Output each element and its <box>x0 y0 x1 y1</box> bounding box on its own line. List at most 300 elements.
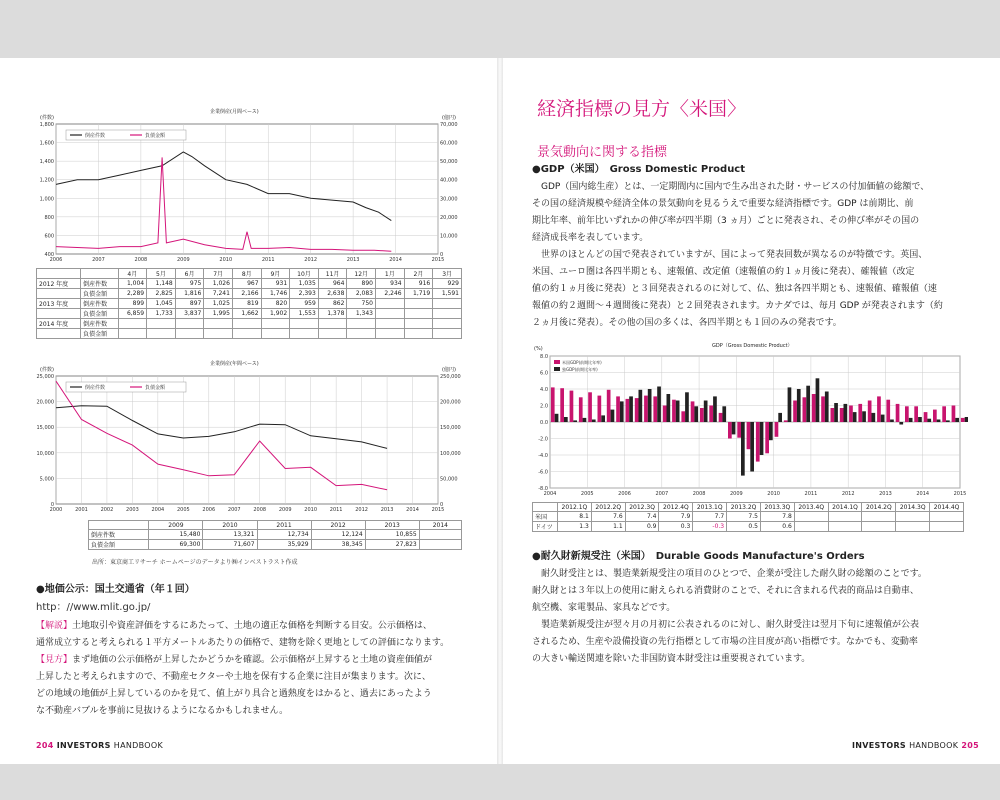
gdp-bar-de <box>555 414 559 422</box>
x-tick-label: 2004 <box>151 507 165 513</box>
table-cell <box>896 522 930 532</box>
y-left-tick-label: 1,000 <box>39 196 54 203</box>
kaisetsu-label: 【解説】 <box>36 621 73 631</box>
mikata-label: 【見方】 <box>36 655 73 665</box>
gdp-bar-us <box>840 408 844 422</box>
table-cell <box>376 309 405 319</box>
table-row <box>533 512 964 522</box>
table-cell: 1,902 <box>261 309 290 319</box>
gdp-bar-de <box>862 411 866 422</box>
table-cell: 2,638 <box>318 289 347 299</box>
plot-frame <box>56 124 438 254</box>
table-cell <box>404 299 433 309</box>
table-cell: 0.9 <box>625 522 659 532</box>
gdp-bar-de <box>694 406 698 422</box>
chart1-title: 企業倒産(月間ベース) <box>210 109 259 115</box>
y-left-tick-label: 800 <box>44 214 54 221</box>
gdp-bar-de <box>583 418 587 422</box>
y-right-tick-label: 0 <box>440 252 444 258</box>
column-header: 2012.3Q <box>625 503 659 512</box>
y-left-tick-label: 10,000 <box>36 450 54 457</box>
table-cell <box>290 319 319 329</box>
gdp-bar-us <box>812 394 816 422</box>
column-header: 2012 <box>311 521 365 530</box>
y-right-tick-label: 70,000 <box>440 122 458 128</box>
gdp-bar-de <box>601 415 605 422</box>
table-cell: 12,124 <box>311 530 365 540</box>
monthly-bankruptcy-table <box>36 268 462 339</box>
chart1-left-unit: (件数) <box>40 115 54 121</box>
page-gutter <box>497 58 503 764</box>
table-cell: 820 <box>261 299 290 309</box>
chart2-right-unit: (億円) <box>442 367 456 373</box>
column-header: 11月 <box>318 269 347 279</box>
x-tick-label: 2006 <box>618 491 631 497</box>
left-footer-brand: INVESTORS <box>56 741 111 750</box>
table-cell: 934 <box>376 279 405 289</box>
gdp-bar-us <box>961 418 965 422</box>
table-cell: 2,393 <box>290 289 319 299</box>
gdp-bar-de <box>732 422 736 434</box>
table-cell: 7.4 <box>625 512 659 522</box>
y-left-tick-label: 400 <box>44 252 54 258</box>
table-cell <box>318 329 347 339</box>
table-cell <box>794 512 828 522</box>
table-cell <box>376 329 405 339</box>
gdp-bar-us <box>765 422 769 453</box>
land-price-heading: ●地価公示：国土交通省（年１回） <box>36 584 195 595</box>
gdp-bar-us <box>644 396 648 422</box>
table-cell <box>433 299 462 309</box>
y-left-tick-label: 1,400 <box>39 159 54 166</box>
column-header: 2012.4Q <box>659 503 693 512</box>
column-header: 2014.2Q <box>862 503 896 512</box>
gdp-bar-us <box>570 391 574 422</box>
gdp-line: GDP（国内総生産）とは、一定期間内に国内で生み出された財・サービスの付加価値の総額で、 <box>532 182 930 192</box>
y-left-tick-label: 20,000 <box>36 399 54 406</box>
table-cell: 0.5 <box>727 522 761 532</box>
table-cell <box>118 329 147 339</box>
table-row <box>37 329 462 339</box>
gdp-bar-de <box>937 420 941 423</box>
y-right-tick-label: 50,000 <box>440 159 458 166</box>
gdp-bar-de <box>788 387 792 422</box>
gdp-bar-de <box>778 413 782 422</box>
gdp-bar-us <box>803 397 807 422</box>
kaisetsu-line: 通常成立すると考えられる１平方メートルあたりの価格で、建物を除く更地としての評価になります。 <box>36 638 450 648</box>
column-header: 10月 <box>290 269 319 279</box>
column-header: 2012.2Q <box>591 503 625 512</box>
table-cell <box>261 319 290 329</box>
x-tick-label: 2013 <box>380 507 394 513</box>
table-cell: 7.7 <box>693 512 727 522</box>
column-header: 2012.1Q <box>558 503 592 512</box>
right-footer-handbook: HANDBOOK <box>909 741 959 750</box>
table-cell: 12,734 <box>257 530 311 540</box>
row-label: 倒産件数 <box>81 279 118 289</box>
table-row <box>37 309 462 319</box>
table-cell: 750 <box>347 299 376 309</box>
table-cell <box>261 329 290 339</box>
table-cell: 1,733 <box>147 309 176 319</box>
legend-label: 倒産件数 <box>85 133 106 139</box>
x-tick-label: 2014 <box>916 491 930 497</box>
gdp-bar-us <box>877 396 881 422</box>
x-tick-label: 2011 <box>804 491 818 497</box>
x-tick-label: 2012 <box>841 491 855 497</box>
gdp-bar-de <box>816 378 820 422</box>
x-tick-label: 2010 <box>304 507 318 513</box>
durable-goods-heading: ●耐久財新規受注（米国） Durable Goods Manufacture's Orders <box>532 551 865 562</box>
table-cell: 7.5 <box>727 512 761 522</box>
table-cell: 862 <box>318 299 347 309</box>
column-header: 2014.4Q <box>930 503 964 512</box>
legend-box <box>66 382 186 392</box>
gdp-bar-us <box>719 413 723 422</box>
table-cell: 13,321 <box>203 530 257 540</box>
row-year <box>37 289 81 299</box>
row-label: 倒産件数 <box>81 319 118 329</box>
row-label: 負債金額 <box>89 540 149 550</box>
table-row <box>37 299 462 309</box>
gdp-bar-us <box>942 406 946 422</box>
gdp-bar-us <box>560 388 564 422</box>
table-cell <box>204 329 233 339</box>
chart2-title: 企業倒産(年間ベース) <box>210 361 259 367</box>
table-cell <box>318 319 347 329</box>
y-tick-label: 2.0 <box>540 403 548 410</box>
x-tick-label: 2013 <box>346 257 360 263</box>
gdp-bar-us <box>728 422 732 439</box>
column-header: 2014 <box>419 521 461 530</box>
table-cell <box>347 329 376 339</box>
x-tick-label: 2009 <box>278 507 292 513</box>
mikata-line: 上昇したと考えられますので、不動産セクターや土地を保有する企業に注目が集まります。次に、 <box>36 672 431 682</box>
x-tick-label: 2008 <box>692 491 706 497</box>
x-tick-label: 2009 <box>176 257 190 263</box>
table-cell: 1,816 <box>175 289 204 299</box>
gdp-bar-de <box>639 390 643 422</box>
gdp-bar-de <box>704 401 708 423</box>
table-cell <box>290 329 319 339</box>
chart1-right-unit: (億円) <box>442 115 456 121</box>
table-cell: 959 <box>290 299 319 309</box>
legend-label: 負債金額 <box>145 385 166 391</box>
table-cell <box>828 512 862 522</box>
right-footer-brand: INVESTORS <box>852 741 906 750</box>
page-title: 経済指標の見方〈米国〉 <box>537 98 747 120</box>
table-cell: 1,004 <box>118 279 147 289</box>
table-cell <box>404 309 433 319</box>
legend-label: 倒産件数 <box>85 385 106 391</box>
table-cell <box>794 522 828 532</box>
x-tick-label: 2009 <box>729 491 743 497</box>
legend-label: 負債金額 <box>145 133 166 139</box>
gdp-bar-us <box>858 404 862 422</box>
column-header: 2014.3Q <box>896 503 930 512</box>
annual-bankruptcy-table <box>88 520 462 550</box>
x-tick-label: 2002 <box>100 507 114 513</box>
gdp-bar-us <box>914 406 918 422</box>
table-cell: 1.3 <box>558 522 592 532</box>
durable-line: されるため、生産や設備投資の先行指標として市場の注目度が高い指標です。なかでも、変動率 <box>532 637 918 647</box>
table-cell <box>404 329 433 339</box>
table-cell: 1,378 <box>318 309 347 319</box>
y-left-tick-label: 1,600 <box>39 140 54 147</box>
table-cell: 1,591 <box>433 289 462 299</box>
gdp-table <box>532 502 964 532</box>
gdp-line: 経済成長率を表しています。 <box>532 233 649 243</box>
durable-line: の大きい輸送関連を除いた非国防資本財受注は重要視されています。 <box>532 654 811 664</box>
x-tick-label: 2015 <box>953 491 967 497</box>
table-row <box>37 269 462 279</box>
gdp-bar-us <box>952 406 956 423</box>
x-tick-label: 2015 <box>431 507 445 513</box>
gdp-bar-us <box>616 396 620 422</box>
annual-bankruptcy-chart <box>30 372 470 518</box>
x-tick-label: 2001 <box>75 507 88 513</box>
row-label: 米国 <box>533 512 558 522</box>
column-header: 4月 <box>118 269 147 279</box>
table-cell: 1,553 <box>290 309 319 319</box>
table-cell: 1,025 <box>204 299 233 309</box>
gdp-line: その国の経済規模や経済全体の景気動向を見るうえで重要な経済指標です。GDP は前期比、前 <box>532 199 914 209</box>
y-tick-label: 8.0 <box>540 354 548 360</box>
table-cell <box>419 540 461 550</box>
table-row <box>89 540 462 550</box>
gdp-bar-us <box>663 406 667 423</box>
legend-box <box>66 130 186 140</box>
gdp-bar-de <box>648 389 652 422</box>
gdp-bar-us <box>626 399 630 422</box>
x-tick-label: 2007 <box>92 257 105 263</box>
table-cell: 7.9 <box>659 512 693 522</box>
table-cell <box>204 319 233 329</box>
gdp-bar-de <box>806 386 810 422</box>
y-right-tick-label: 40,000 <box>440 177 458 184</box>
row-year: 2012 年度 <box>37 279 81 289</box>
column-header: 5月 <box>147 269 176 279</box>
table-row <box>37 289 462 299</box>
gdp-bar-de <box>685 392 689 422</box>
gdp-line: 期比年率、前年比いずれかの伸び率が四半期（3 ヵ月）ごとに発表され、その伸び率がその国の <box>532 216 920 226</box>
mikata-line: どの地域の地価が上昇しているのかを見て、値上がり具合と過熱度をはかると、過去にあったよう <box>36 689 432 699</box>
column-header: 2013.3Q <box>760 503 794 512</box>
row-label: 負債金額 <box>81 329 118 339</box>
table-cell <box>404 319 433 329</box>
y-tick-label: 4.0 <box>540 387 548 393</box>
table-cell: -0.3 <box>693 522 727 532</box>
table-cell <box>419 530 461 540</box>
y-left-tick-label: 0 <box>50 502 54 508</box>
gdp-bar-us <box>933 410 937 422</box>
y-tick-label: -2.0 <box>538 436 548 443</box>
gdp-chart-unit: (%) <box>534 346 543 352</box>
right-page-number: 205 <box>961 741 980 750</box>
y-left-tick-label: 1,800 <box>39 122 54 128</box>
mikata-text: まず地価の公示価格が上昇したかどうかを確認。公示価格が上昇すると土地の資産価値が <box>72 655 433 665</box>
table-cell: 1,662 <box>232 309 261 319</box>
durable-line: 製造業新規受注が翌々月の月初に公表されるのに対し、耐久財受注は翌月下旬に速報値が公表 <box>532 620 920 630</box>
column-header: 2013.1Q <box>693 503 727 512</box>
y-right-tick-label: 150,000 <box>440 425 461 432</box>
section-subtitle: 景気動向に関する指標 <box>537 145 668 160</box>
column-header: 2013.4Q <box>794 503 828 512</box>
table-cell: 2,825 <box>147 289 176 299</box>
corner-cell <box>37 269 81 279</box>
gdp-line: 報値の約２週間～４週間後に発表）と２回発表されます。カナダでは、毎月 GDP が発表されます（約 <box>532 301 943 311</box>
table-cell: 2,166 <box>232 289 261 299</box>
table-cell: 1,746 <box>261 289 290 299</box>
table-cell: 2,289 <box>118 289 147 299</box>
row-label: 倒産件数 <box>81 299 118 309</box>
table-cell <box>896 512 930 522</box>
table-cell: 890 <box>347 279 376 289</box>
gdp-chart-title: GDP（Gross Domestic Product） <box>712 343 793 349</box>
column-header: 8月 <box>232 269 261 279</box>
x-tick-label: 2010 <box>767 491 781 497</box>
table-cell: 38,345 <box>311 540 365 550</box>
x-tick-label: 2011 <box>329 507 343 513</box>
table-cell <box>232 319 261 329</box>
gdp-bar-de <box>760 422 764 455</box>
table-cell: 1,148 <box>147 279 176 289</box>
x-tick-label: 2004 <box>543 491 557 497</box>
row-label: ドイツ <box>533 522 558 532</box>
y-right-tick-label: 100,000 <box>440 450 461 457</box>
x-tick-label: 2008 <box>253 507 267 513</box>
gdp-bar-us <box>709 406 713 423</box>
gdp-bar-us <box>672 400 676 422</box>
gdp-bar-de <box>872 413 876 422</box>
row-year: 2013 年度 <box>37 299 81 309</box>
legend-swatch <box>554 367 560 371</box>
gdp-bar-de <box>965 417 968 422</box>
gdp-bar-us <box>886 400 890 422</box>
gdp-bar-de <box>629 396 633 422</box>
column-header: 1月 <box>376 269 405 279</box>
durable-goods-description <box>532 566 972 668</box>
table-cell <box>376 319 405 329</box>
table-cell: 931 <box>261 279 290 289</box>
plot-frame <box>56 376 438 504</box>
table-cell <box>347 319 376 329</box>
gdp-bar-de <box>797 389 801 422</box>
right-footer <box>852 741 979 750</box>
gdp-bar-de <box>750 422 754 472</box>
y-left-tick-label: 25,000 <box>36 374 54 380</box>
gdp-bar-de <box>592 420 596 423</box>
table-cell: 7.8 <box>760 512 794 522</box>
table-cell: 35,929 <box>257 540 311 550</box>
gdp-heading: ●GDP（米国） Gross Domestic Product <box>532 164 746 175</box>
table-cell: 964 <box>318 279 347 289</box>
table-cell: 929 <box>433 279 462 289</box>
row-year <box>37 329 81 339</box>
table-cell: 2,083 <box>347 289 376 299</box>
gdp-bar-de <box>564 417 568 422</box>
gdp-bar-de <box>741 422 745 476</box>
table-cell: 3,837 <box>175 309 204 319</box>
gdp-bar-us <box>653 396 657 422</box>
gdp-bar-de <box>844 404 848 422</box>
table-cell <box>175 319 204 329</box>
gdp-bar-us <box>793 401 797 423</box>
durable-line: 航空機、家電製品、家具などです。 <box>532 603 676 613</box>
corner-cell <box>89 521 149 530</box>
gdp-bar-us <box>756 422 760 462</box>
gdp-bar-de <box>769 422 773 440</box>
x-tick-label: 2007 <box>655 491 669 497</box>
y-right-tick-label: 50,000 <box>440 476 458 483</box>
gdp-line: ２ヵ月後に発表）。その他の国の多くは、各四半期とも１回のみの発表です。 <box>532 318 842 328</box>
table-cell: 15,480 <box>149 530 203 540</box>
gdp-bar-de <box>573 420 577 422</box>
x-tick-label: 2014 <box>406 507 419 513</box>
gdp-bar-de <box>825 392 829 423</box>
gdp-bar-us <box>551 387 555 422</box>
gdp-bar-us <box>784 420 788 422</box>
left-footer-handbook: HANDBOOK <box>113 741 164 750</box>
table-cell <box>930 512 964 522</box>
table-cell: 10,855 <box>365 530 419 540</box>
gdp-bar-us <box>905 406 909 422</box>
table-cell: 69,300 <box>149 540 203 550</box>
x-tick-label: 2006 <box>202 507 216 513</box>
gdp-bar-us <box>607 390 611 422</box>
x-tick-label: 2007 <box>227 507 241 513</box>
table-cell: 6,859 <box>118 309 147 319</box>
column-header: 2013 <box>365 521 419 530</box>
y-right-tick-label: 60,000 <box>440 140 458 147</box>
table-row <box>37 319 462 329</box>
table-cell <box>862 512 896 522</box>
y-tick-label: -4.0 <box>538 453 548 459</box>
x-tick-label: 2014 <box>389 257 402 263</box>
y-right-tick-label: 20,000 <box>440 214 458 221</box>
y-tick-label: -8.0 <box>538 486 548 492</box>
column-header: 6月 <box>175 269 204 279</box>
mlit-url[interactable]: http：//www.mlit.go.jp/ <box>36 602 151 613</box>
y-tick-label: 0.0 <box>540 420 548 426</box>
column-header: 2014.1Q <box>828 503 862 512</box>
kaisetsu-text: 土地取引や資産評価をするにあたって、土地の適正な価格を判断する目安。公示価格は、 <box>72 621 432 631</box>
gdp-bar-de <box>881 415 885 422</box>
table-cell <box>147 329 176 339</box>
y-right-tick-label: 250,000 <box>440 374 461 380</box>
table-cell <box>433 309 462 319</box>
gdp-bar-chart <box>528 352 968 502</box>
left-page-number: 204 <box>36 741 54 750</box>
table-cell <box>828 522 862 532</box>
column-header: 7月 <box>204 269 233 279</box>
table-row <box>533 503 964 512</box>
table-cell <box>232 329 261 339</box>
y-right-tick-label: 0 <box>440 502 444 508</box>
corner-cell <box>81 269 118 279</box>
gdp-bar-us <box>849 406 853 423</box>
table-cell: 975 <box>175 279 204 289</box>
gdp-bar-us <box>681 411 685 422</box>
table-cell <box>862 522 896 532</box>
column-header: 9月 <box>261 269 290 279</box>
table-cell: 1,026 <box>204 279 233 289</box>
table-cell: 0.3 <box>659 522 693 532</box>
y-left-tick-label: 5,000 <box>39 476 54 483</box>
table-cell: 7.6 <box>591 512 625 522</box>
legend-swatch <box>554 360 560 364</box>
gdp-line: 世界のほとんどの国で発表されていますが、国によって発表回数が異なるのが特徴です。英国、 <box>532 250 928 260</box>
